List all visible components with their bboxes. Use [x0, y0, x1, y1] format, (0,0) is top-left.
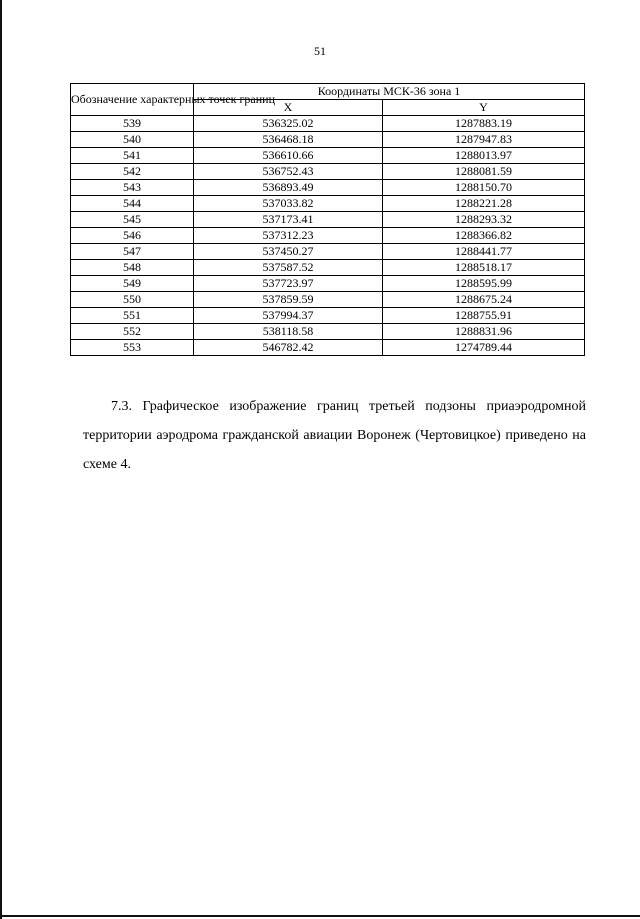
- point-id-cell: 549: [71, 276, 194, 292]
- point-id-cell: 548: [71, 260, 194, 276]
- x-coordinate-cell: 537723.97: [194, 276, 383, 292]
- y-coordinate-cell: 1287883.19: [383, 116, 585, 132]
- point-id-cell: 543: [71, 180, 194, 196]
- table-row: [71, 292, 585, 308]
- x-coordinate-cell: 537312.23: [194, 228, 383, 244]
- point-id-cell: 546: [71, 228, 194, 244]
- point-id-cell: 552: [71, 324, 194, 340]
- x-coordinate-cell: 537033.82: [194, 196, 383, 212]
- y-coordinate-cell: 1288755.91: [383, 308, 585, 324]
- point-id-cell: 542: [71, 164, 194, 180]
- x-coordinate-cell: 537587.52: [194, 260, 383, 276]
- x-coordinate-cell: 546782.42: [194, 340, 383, 356]
- x-coordinate-cell: 536468.18: [194, 132, 383, 148]
- page-border-left: [0, 0, 2, 919]
- page-number: 51: [314, 44, 326, 58]
- point-id-cell: 553: [71, 340, 194, 356]
- point-id-cell: 541: [71, 148, 194, 164]
- table-body: [71, 116, 585, 356]
- x-coordinate-cell: 537450.27: [194, 244, 383, 260]
- y-coordinate-cell: 1288675.24: [383, 292, 585, 308]
- y-coordinate-cell: 1288366.82: [383, 228, 585, 244]
- table-row: [71, 276, 585, 292]
- point-id-cell: 540: [71, 132, 194, 148]
- y-coordinate-cell: 1287947.83: [383, 132, 585, 148]
- table-row: [71, 244, 585, 260]
- table-row: [71, 180, 585, 196]
- page-border-bottom: [0, 915, 640, 917]
- coordinates-header: Координаты МСК-36 зона 1: [194, 84, 585, 100]
- x-column-header: X: [194, 100, 383, 116]
- table-row: [71, 116, 585, 132]
- y-coordinate-cell: 1288221.28: [383, 196, 585, 212]
- point-id-cell: 551: [71, 308, 194, 324]
- table-row: [71, 212, 585, 228]
- coordinates-table: [70, 83, 585, 356]
- point-id-cell: 544: [71, 196, 194, 212]
- y-coordinate-cell: 1288013.97: [383, 148, 585, 164]
- x-coordinate-cell: 538118.58: [194, 324, 383, 340]
- table-row: [71, 260, 585, 276]
- x-coordinate-cell: 536610.66: [194, 148, 383, 164]
- table-row: [71, 340, 585, 356]
- y-coordinate-cell: 1288150.70: [383, 180, 585, 196]
- point-id-cell: 547: [71, 244, 194, 260]
- y-coordinate-cell: 1274789.44: [383, 340, 585, 356]
- table-row: [71, 132, 585, 148]
- y-coordinate-cell: 1288081.59: [383, 164, 585, 180]
- x-coordinate-cell: 537173.41: [194, 212, 383, 228]
- point-designation-header: Обозначение характерных точек границ: [71, 84, 194, 116]
- section-paragraph: 7.3. Графическое изображение границ третьей подзоны приаэродромной территории аэродрома гражданской авиации Воронеж (Чертовицкое) приведено на схеме 4.: [83, 399, 586, 472]
- table-row: [71, 228, 585, 244]
- point-id-cell: 539: [71, 116, 194, 132]
- x-coordinate-cell: 536752.43: [194, 164, 383, 180]
- y-coordinate-cell: 1288518.17: [383, 260, 585, 276]
- y-coordinate-cell: 1288831.96: [383, 324, 585, 340]
- point-id-cell: 545: [71, 212, 194, 228]
- y-coordinate-cell: 1288595.99: [383, 276, 585, 292]
- y-column-header: Y: [383, 100, 585, 116]
- table-row: [71, 196, 585, 212]
- x-coordinate-cell: 536325.02: [194, 116, 383, 132]
- y-coordinate-cell: 1288441.77: [383, 244, 585, 260]
- point-id-cell: 550: [71, 292, 194, 308]
- x-coordinate-cell: 537994.37: [194, 308, 383, 324]
- table-row: [71, 164, 585, 180]
- x-coordinate-cell: 537859.59: [194, 292, 383, 308]
- y-coordinate-cell: 1288293.32: [383, 212, 585, 228]
- table-row: [71, 308, 585, 324]
- x-coordinate-cell: 536893.49: [194, 180, 383, 196]
- table-row: [71, 148, 585, 164]
- table-row: [71, 324, 585, 340]
